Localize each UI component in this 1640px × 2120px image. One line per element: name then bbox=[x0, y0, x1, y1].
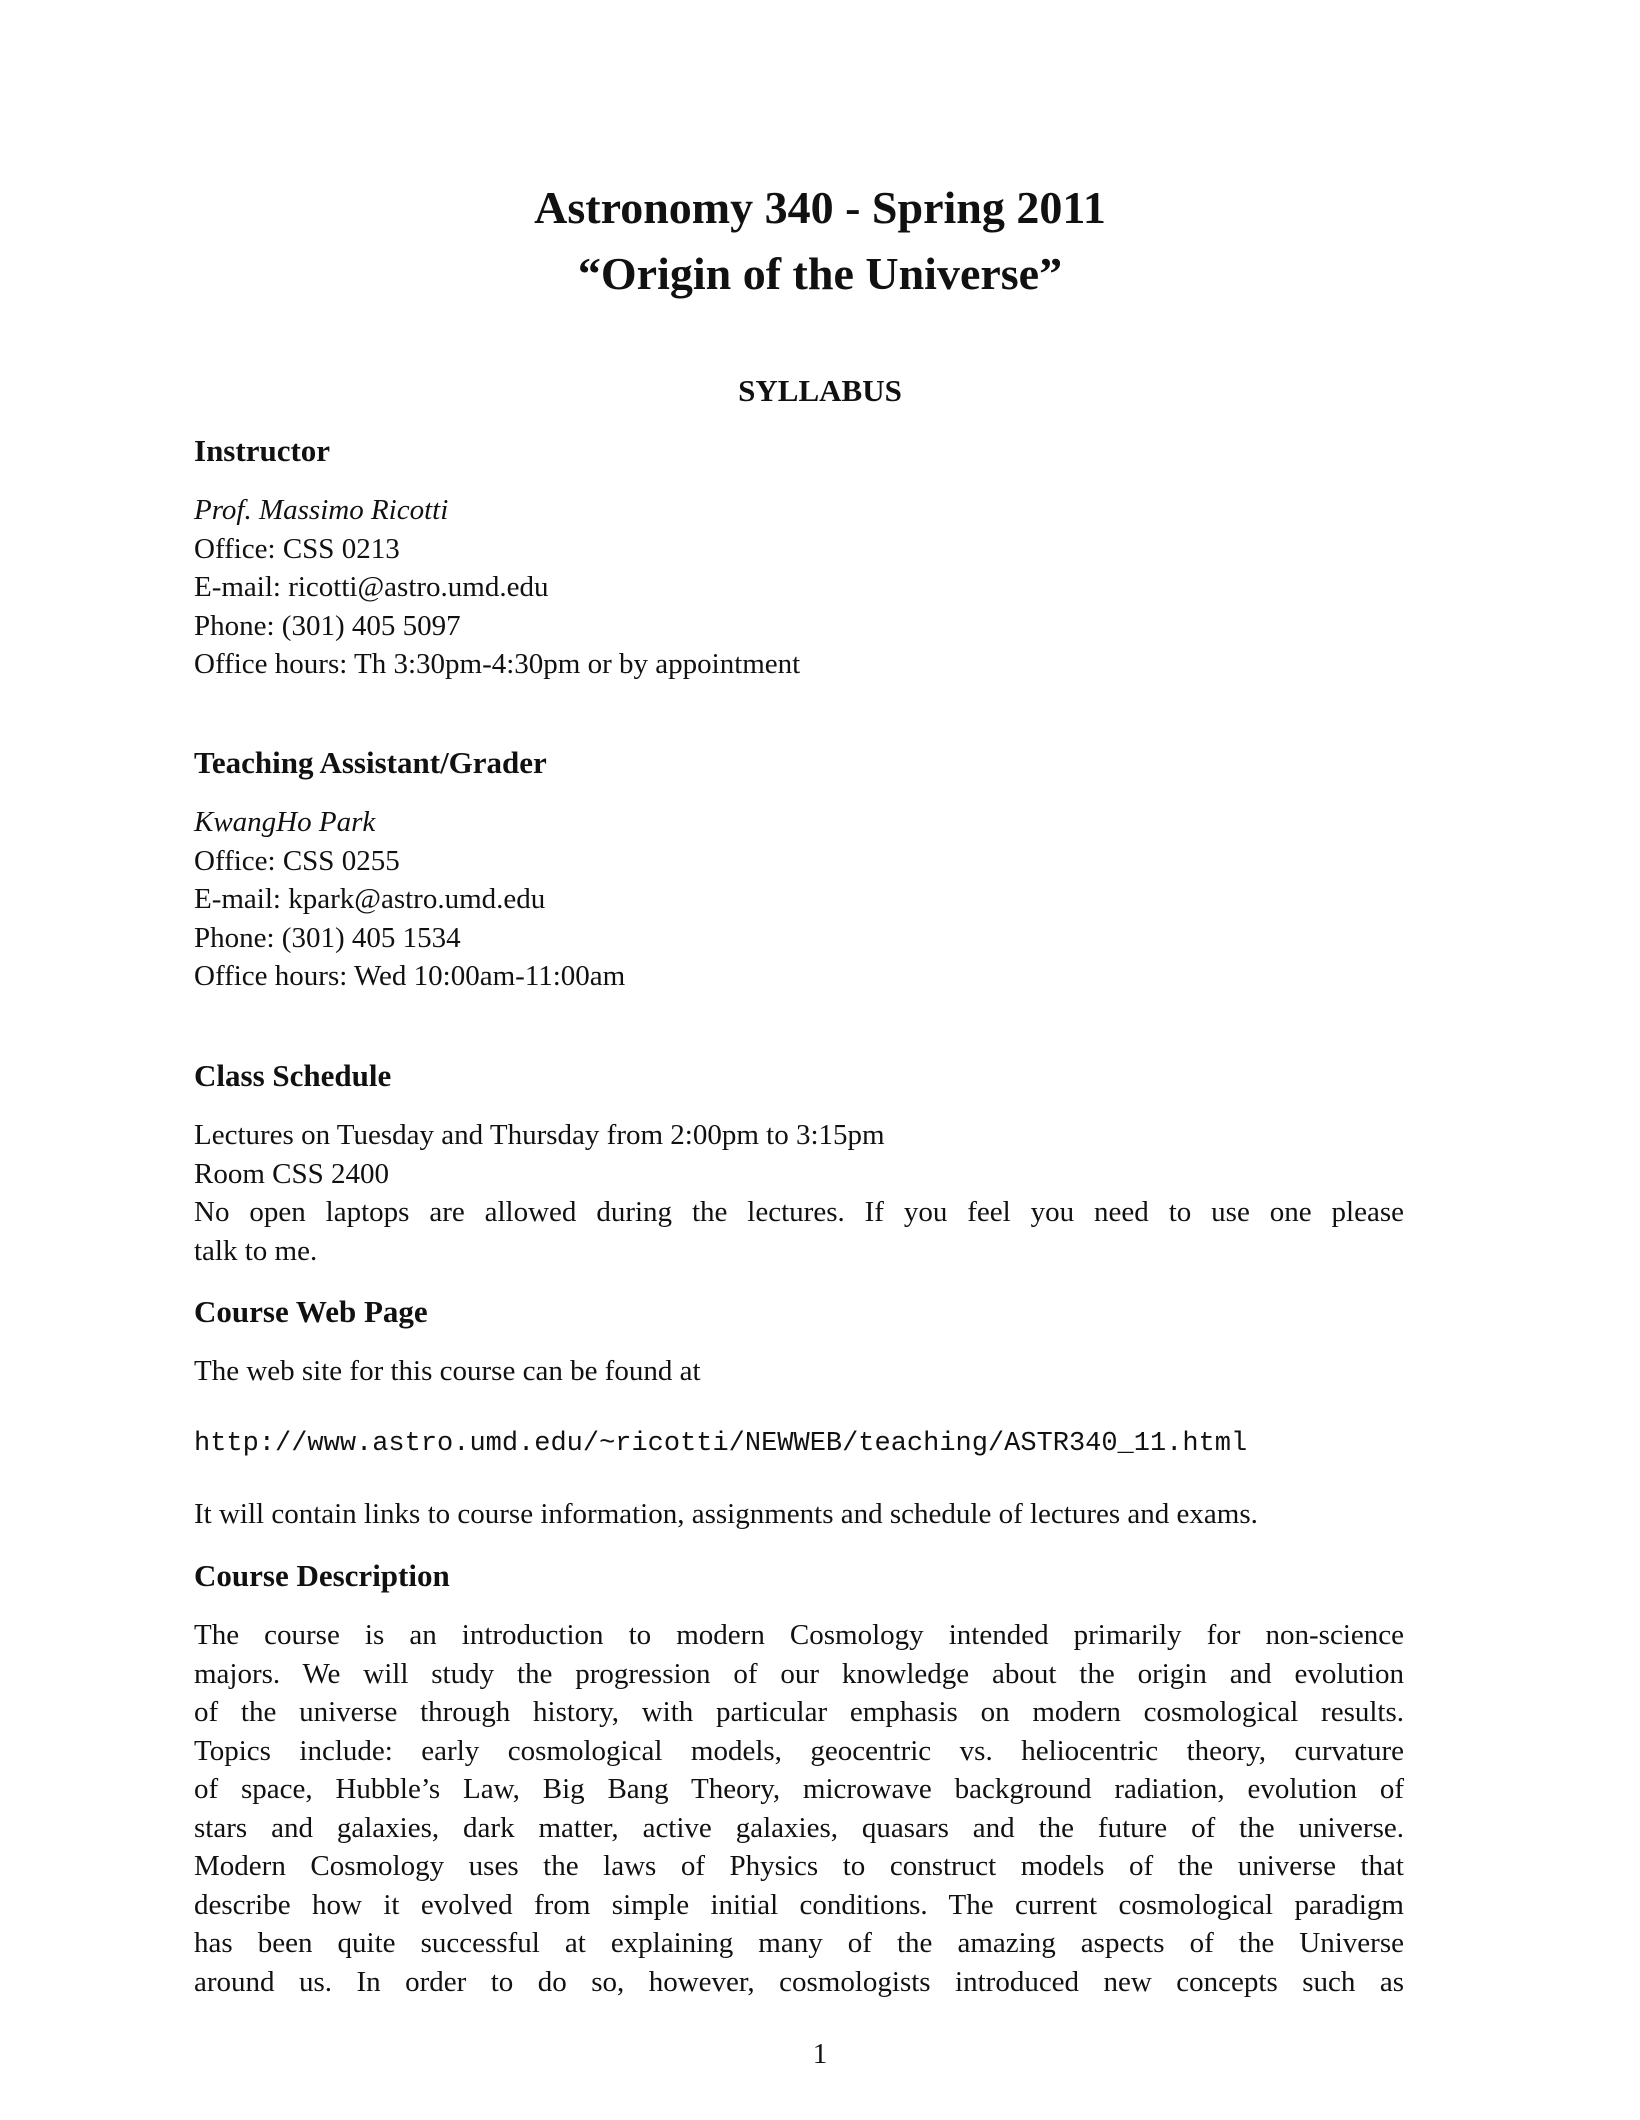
course-url[interactable]: http://www.astro.umd.edu/~ricotti/NEWWEB/teaching/ASTR340_11.html bbox=[194, 1428, 1248, 1459]
schedule-section bbox=[194, 1057, 1404, 1270]
description-line: around us. In order to do so, however, cosmologists introduced new concepts such as bbox=[194, 1965, 1404, 1998]
description-line: Topics include: early cosmological models, geocentric vs. heliocentric theory, curvature bbox=[194, 1734, 1404, 1767]
instructor-hours: Office hours: Th 3:30pm-4:30pm or by appointment bbox=[194, 648, 801, 681]
ta-phone: Phone: (301) 405 1534 bbox=[194, 921, 461, 954]
ta-hours: Office hours: Wed 10:00am-11:00am bbox=[194, 960, 626, 993]
instructor-phone: Phone: (301) 405 5097 bbox=[194, 609, 461, 642]
ta-heading: Teaching Assistant/Grader bbox=[194, 745, 547, 780]
instructor-section bbox=[194, 432, 1404, 684]
syllabus-heading: SYLLABUS bbox=[738, 373, 902, 408]
web-section bbox=[194, 1293, 1404, 1533]
web-outro: It will contain links to course information, assignments and schedule of lectures and exams. bbox=[194, 1497, 1258, 1530]
description-line: of space, Hubble’s Law, Big Bang Theory, microwave background radiation, evolution of bbox=[194, 1773, 1404, 1806]
web-intro: The web site for this course can be found at bbox=[194, 1355, 701, 1388]
schedule-laptop-policy-end: talk to me. bbox=[194, 1234, 318, 1267]
page-number: 1 bbox=[812, 2038, 828, 2070]
description-line: of the universe through history, with particular emphasis on modern cosmological results. bbox=[194, 1696, 1404, 1729]
description-heading: Course Description bbox=[194, 1558, 450, 1593]
description-line: Modern Cosmology uses the laws of Physics to construct models of the universe that bbox=[194, 1850, 1404, 1883]
instructor-email: E-mail: ricotti@astro.umd.edu bbox=[194, 571, 549, 604]
ta-office: Office: CSS 0255 bbox=[194, 844, 400, 877]
ta-email: E-mail: kpark@astro.umd.edu bbox=[194, 883, 546, 916]
web-heading: Course Web Page bbox=[194, 1294, 428, 1329]
ta-section bbox=[194, 744, 1404, 996]
document-subtitle: “Origin of the Universe” bbox=[577, 248, 1063, 299]
document-title: Astronomy 340 - Spring 2011 bbox=[534, 182, 1106, 233]
schedule-room: Room CSS 2400 bbox=[194, 1157, 389, 1190]
description-line: The course is an introduction to modern Cosmology intended primarily for non-science bbox=[194, 1619, 1404, 1652]
description-body bbox=[194, 1616, 1404, 2001]
instructor-office: Office: CSS 0213 bbox=[194, 532, 400, 565]
schedule-heading: Class Schedule bbox=[194, 1058, 392, 1093]
description-section bbox=[194, 1557, 1404, 2001]
description-line: stars and galaxies, dark matter, active galaxies, quasars and the future of the universe. bbox=[194, 1811, 1404, 1844]
description-line: has been quite successful at explaining many of the amazing aspects of the Universe bbox=[194, 1927, 1404, 1960]
description-line: majors. We will study the progression of our knowledge about the origin and evolution bbox=[194, 1657, 1404, 1690]
schedule-lectures: Lectures on Tuesday and Thursday from 2:00pm to 3:15pm bbox=[194, 1119, 885, 1152]
instructor-heading: Instructor bbox=[194, 433, 331, 468]
description-line: describe how it evolved from simple initial conditions. The current cosmological paradigm bbox=[194, 1888, 1404, 1921]
schedule-laptop-policy: No open laptops are allowed during the lectures. If you feel you need to use one please bbox=[194, 1196, 1404, 1229]
instructor-name: Prof. Massimo Ricotti bbox=[194, 494, 449, 527]
ta-name: KwangHo Park bbox=[194, 806, 376, 839]
